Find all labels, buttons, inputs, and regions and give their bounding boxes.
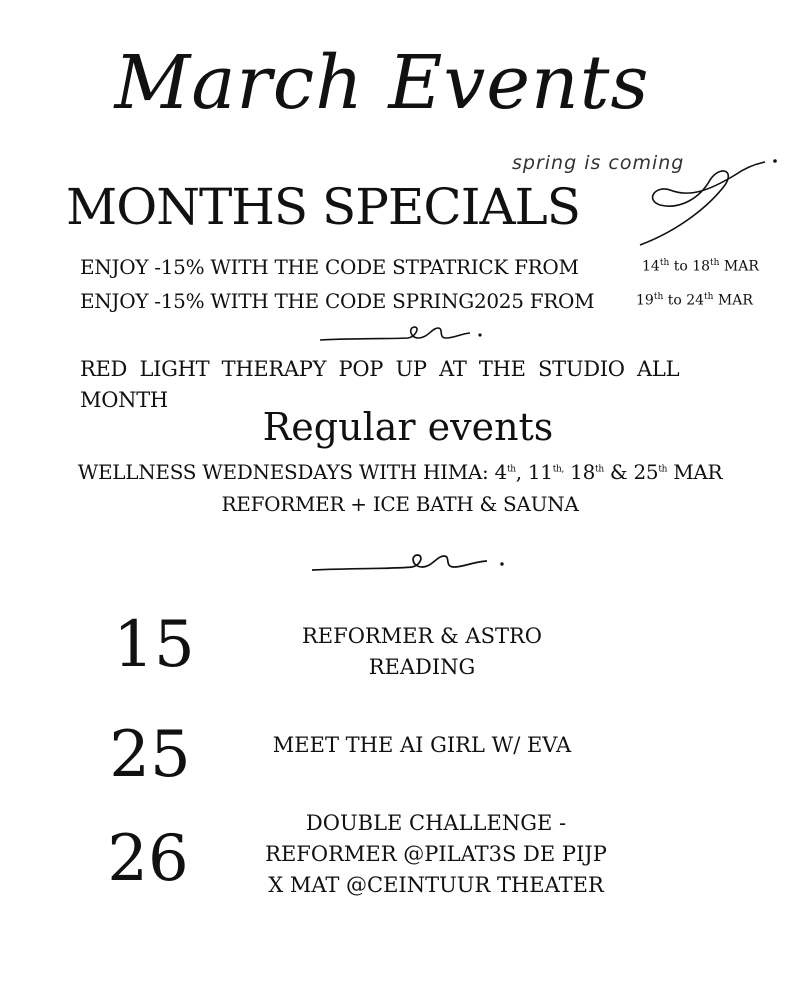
event-description: MEET THE AI GIRL W/ EVA bbox=[272, 733, 572, 757]
wellness-subline: REFORMER + ICE BATH & SAUNA bbox=[221, 492, 579, 516]
wellness-line: WELLNESS WEDNESDAYS WITH HIMA: 4th, $11^{th,}$ 18th & 25th MAR bbox=[77, 460, 723, 484]
regular-heading: Regular events bbox=[262, 405, 554, 449]
divider-flourish-icon bbox=[312, 544, 512, 578]
special-dates-1: 14th to 18th MAR bbox=[642, 258, 759, 275]
event-description: DOUBLE CHALLENGE - REFORMER @PILAT3S DE PIJP X MAT @CEINTUUR THEATER bbox=[265, 811, 607, 897]
special-line-1: ENJOY -15% WITH THE CODE STPATRICK FROM bbox=[80, 255, 579, 279]
event-description: REFORMER & ASTRO READING bbox=[301, 624, 542, 679]
specials-heading: MONTHS SPECIALS bbox=[66, 178, 581, 236]
divider-flourish-icon bbox=[320, 318, 490, 348]
tagline: spring is coming bbox=[512, 152, 685, 174]
red-light-line-2: MONTH bbox=[80, 388, 168, 412]
event-day: 26 bbox=[107, 822, 189, 896]
page-title: March Events bbox=[114, 40, 650, 126]
event-day: 15 bbox=[113, 608, 195, 682]
event-day: 25 bbox=[109, 718, 191, 792]
red-light-line-1: RED LIGHT THERAPY POP UP AT THE STUDIO ALL bbox=[80, 357, 680, 381]
special-dates-2: 19th to 24th MAR bbox=[636, 292, 753, 309]
signature-flourish-icon bbox=[560, 150, 790, 260]
special-line-2: ENJOY -15% WITH THE CODE SPRING2025 FROM bbox=[80, 289, 595, 313]
